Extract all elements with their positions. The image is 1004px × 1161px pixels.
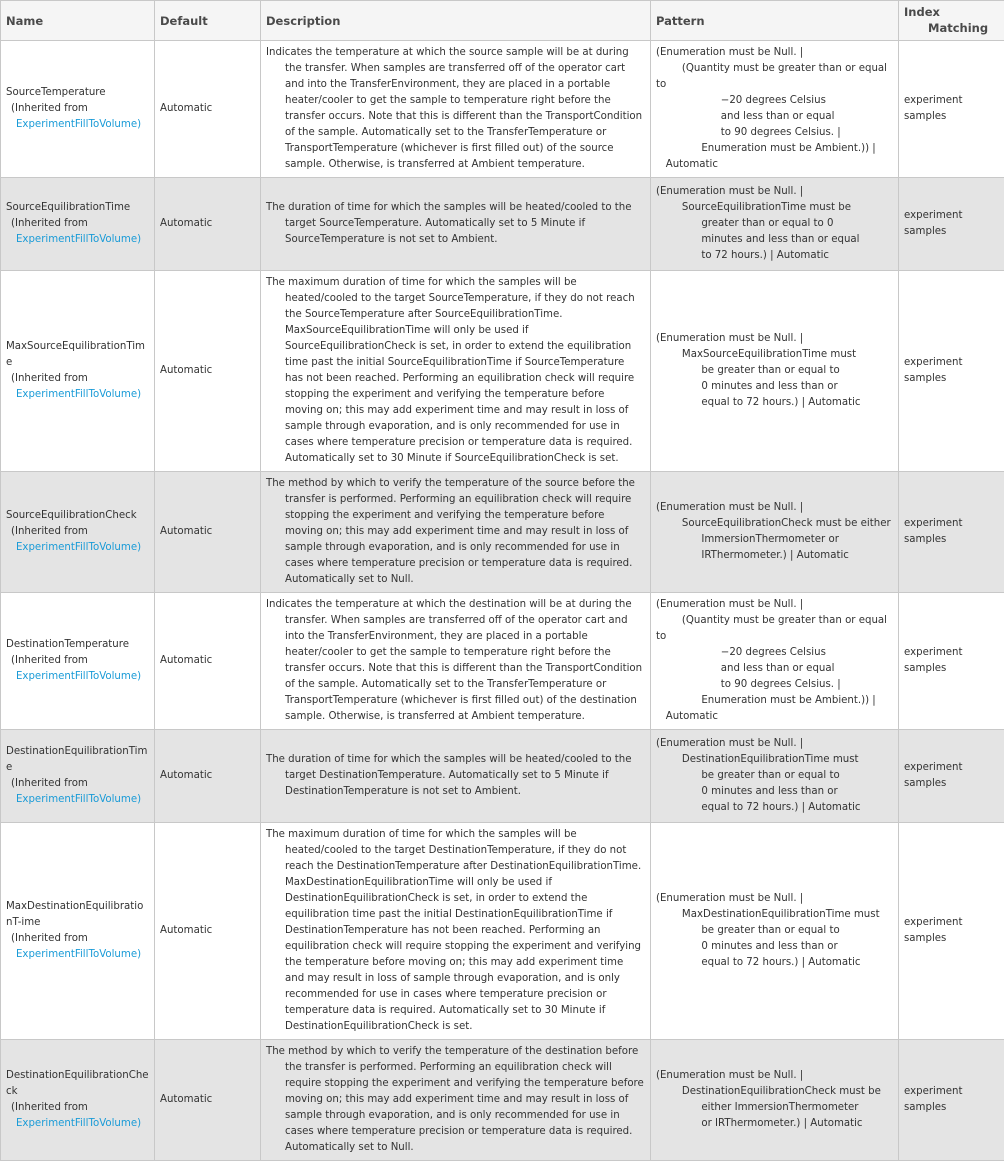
table-row [1,271,1004,472]
option-name: MaxDestinationEquilibrationT-ime [6,901,143,928]
table-row [1,593,1004,730]
table-header-row [1,1,1004,41]
column-header-name: Name [1,1,155,41]
table-row [1,1040,1004,1161]
inherited-from-link[interactable]: ExperimentFillToVolume) [6,1116,149,1132]
inherited-from-label: (Inherited from [6,931,149,947]
option-index-matching: experiment samples [899,271,1004,472]
table-row [1,41,1004,178]
table-row [1,178,1004,271]
option-name-cell [1,271,155,472]
table-row [1,472,1004,593]
option-pattern: (Enumeration must be Null. | DestinationEquilibrationCheck must be either ImmersionThermometer or IRThermometer.) | Automatic [651,1040,899,1161]
column-header-description: Description [261,1,651,41]
option-default: Automatic [155,41,261,178]
inherited-from-link[interactable]: ExperimentFillToVolume) [6,387,149,403]
option-description: The duration of time for which the samples will be heated/cooled to the target DestinationTemperature. Automatically set to 5 Minute if DestinationTemperature is not set to Ambient. [261,730,651,823]
inherited-from-label: (Inherited from [6,653,149,669]
option-description: The maximum duration of time for which the samples will be heated/cooled to the target DestinationTemperature, if they do not reach the DestinationTemperature after DestinationEquilibrationTime. MaxDestinationEquilibrationTime will only be used if DestinationEquilibrationCheck is set, in order to extend the equilibration time past the initial DestinationEquilibrationTime if DestinationTemperature has not been reached. Performing an equilibration check will require stopping the experiment and verifying the temperature before moving on; this may add experiment time and may result in loss of sample through evaporation, and is only recommended for use in cases where temperature precision or temperature data is required. Automatically set to 30 Minute if DestinationEquilibrationCheck is set. [261,823,651,1040]
option-name: DestinationTemperature [6,639,129,650]
index-header-line1: Index [904,5,940,19]
option-index-matching: experiment samples [899,1040,1004,1161]
option-pattern: (Enumeration must be Null. | MaxDestinationEquilibrationTime must be greater than or equal to 0 minutes and less than or equal to 72 hours.) | Automatic [651,823,899,1040]
option-pattern: (Enumeration must be Null. | (Quantity must be greater than or equal to −20 degrees Celsius and less than or equal to 90 degrees Celsius. | Enumeration must be Ambient.)) | Automatic [651,41,899,178]
option-description: The method by which to verify the temperature of the source before the transfer is performed. Performing an equilibration check will require stopping the experiment and verifying the temperature before moving on; this may add experiment time and may result in loss of sample through evaporation, and is only recommended for use in cases where temperature precision or temperature data is required. Automatically set to Null. [261,472,651,593]
table-row [1,823,1004,1040]
option-description: The maximum duration of time for which the samples will be heated/cooled to the target SourceTemperature, if they do not reach the SourceTemperature after SourceEquilibrationTime. MaxSourceEquilibrationTime will only be used if SourceEquilibrationCheck is set, in order to extend the equilibration time past the initial SourceEquilibrationTime if SourceTemperature has not been reached. Performing an equilibration check will require stopping the experiment and verifying the temperature before moving on; this may add experiment time and may result in loss of sample through evaporation, and is only recommended for use in cases where temperature precision or temperature data is required. Automatically set to 30 Minute if SourceEquilibrationCheck is set. [261,271,651,472]
option-default: Automatic [155,472,261,593]
inherited-from-label: (Inherited from [6,371,149,387]
option-default: Automatic [155,178,261,271]
index-header-line2: Matching [904,20,999,36]
option-default: Automatic [155,271,261,472]
option-pattern: (Enumeration must be Null. | DestinationEquilibrationTime must be greater than or equal to 0 minutes and less than or equal to 72 hours.) | Automatic [651,730,899,823]
column-header-pattern: Pattern [651,1,899,41]
option-description: Indicates the temperature at which the destination will be at during the transfer. When samples are transferred off of the operator cart and into the TransferEnvironment, they are placed in a portable heater/cooler to get the sample to temperature right before the transfer occurs. Note that this is different than the TransportCondition of the sample. Automatically set to the TransferTemperature or TransportTemperature (whichever is first filled out) of the destination sample. Otherwise, is transferred at Ambient temperature. [261,593,651,730]
option-name-cell [1,730,155,823]
option-name: DestinationEquilibrationCheck [6,1070,149,1097]
option-description: The duration of time for which the samples will be heated/cooled to the target SourceTemperature. Automatically set to 5 Minute if SourceTemperature is not set to Ambient. [261,178,651,271]
option-default: Automatic [155,823,261,1040]
option-index-matching: experiment samples [899,593,1004,730]
option-index-matching: experiment samples [899,41,1004,178]
column-header-index-matching [899,1,1004,41]
option-pattern: (Enumeration must be Null. | SourceEquilibrationTime must be greater than or equal to 0 minutes and less than or equal to 72 hours.) | Automatic [651,178,899,271]
inherited-from-label: (Inherited from [6,524,149,540]
inherited-from-link[interactable]: ExperimentFillToVolume) [6,232,149,248]
option-description: Indicates the temperature at which the source sample will be at during the transfer. When samples are transferred off of the operator cart and into the TransferEnvironment, they are placed in a portable heater/cooler to get the sample to temperature right before the transfer occurs. Note that this is different than the TransportCondition of the sample. Automatically set to the TransferTemperature or TransportTemperature (whichever is first filled out) of the source sample. Otherwise, is transferred at Ambient temperature. [261,41,651,178]
inherited-from-link[interactable]: ExperimentFillToVolume) [6,792,149,808]
option-pattern: (Enumeration must be Null. | (Quantity must be greater than or equal to −20 degrees Celsius and less than or equal to 90 degrees Celsius. | Enumeration must be Ambient.)) | Automatic [651,593,899,730]
option-index-matching: experiment samples [899,730,1004,823]
option-pattern: (Enumeration must be Null. | SourceEquilibrationCheck must be either ImmersionThermometer or IRThermometer.) | Automatic [651,472,899,593]
inherited-from-link[interactable]: ExperimentFillToVolume) [6,947,149,963]
inherited-from-link[interactable]: ExperimentFillToVolume) [6,117,149,133]
option-name-cell [1,593,155,730]
inherited-from-label: (Inherited from [6,101,149,117]
option-default: Automatic [155,1040,261,1161]
inherited-from-link[interactable]: ExperimentFillToVolume) [6,540,149,556]
option-pattern: (Enumeration must be Null. | MaxSourceEquilibrationTime must be greater than or equal to 0 minutes and less than or equal to 72 hours.) | Automatic [651,271,899,472]
option-default: Automatic [155,730,261,823]
inherited-from-label: (Inherited from [6,1100,149,1116]
option-name: SourceEquilibrationCheck [6,510,137,521]
table-row [1,730,1004,823]
inherited-from-label: (Inherited from [6,776,149,792]
option-name-cell [1,178,155,271]
option-index-matching: experiment samples [899,823,1004,1040]
option-name: MaxSourceEquilibrationTime [6,341,145,368]
column-header-default: Default [155,1,261,41]
option-name-cell [1,472,155,593]
option-name-cell [1,41,155,178]
option-name: DestinationEquilibrationTime [6,746,147,773]
inherited-from-link[interactable]: ExperimentFillToVolume) [6,669,149,685]
option-default: Automatic [155,593,261,730]
inherited-from-label: (Inherited from [6,216,149,232]
option-index-matching: experiment samples [899,472,1004,593]
option-name: SourceEquilibrationTime [6,202,130,213]
option-name-cell [1,1040,155,1161]
option-description: The method by which to verify the temperature of the destination before the transfer is performed. Performing an equilibration check will require stopping the experiment and verifying the temperature before moving on; this may add experiment time and may result in loss of sample through evaporation, and is only recommended for use in cases where temperature precision or temperature data is required. Automatically set to Null. [261,1040,651,1161]
option-name: SourceTemperature [6,87,106,98]
option-name-cell [1,823,155,1040]
option-index-matching: experiment samples [899,178,1004,271]
